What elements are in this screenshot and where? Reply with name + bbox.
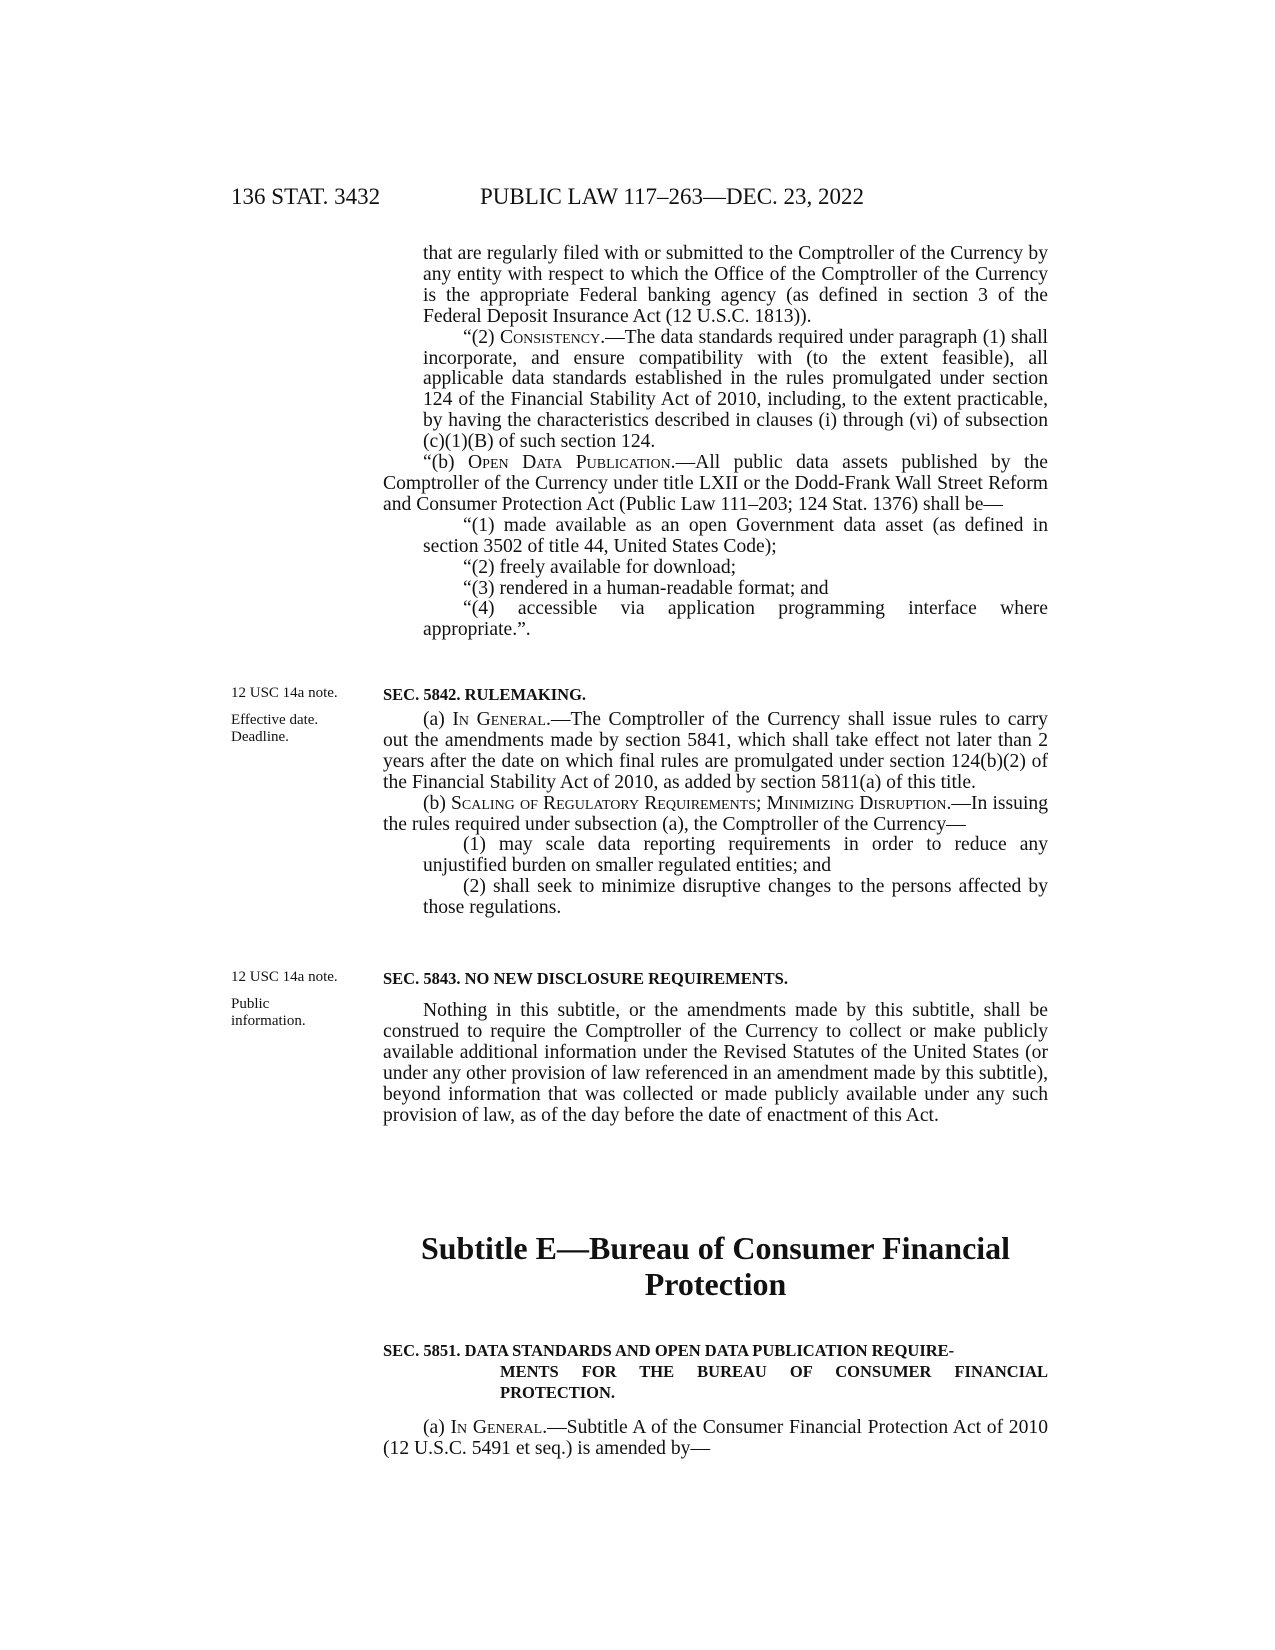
list-item: “(1) made available as an open Government data asset (as defined in section 3502 of title 44, United States Code);	[423, 514, 1048, 557]
section-5843-body	[383, 1001, 1048, 1126]
list-item: “(3) rendered in a human-readable format; and	[463, 577, 829, 599]
section-heading-5842: SEC. 5842. RULEMAKING.	[383, 685, 587, 704]
subsection-heading: In General	[452, 709, 546, 730]
running-header-title: PUBLIC LAW 117–263—DEC. 23, 2022	[480, 184, 865, 209]
list-item: (1) may scale data reporting requirements in order to reduce any unjustified burden on smaller regulated entities; and	[423, 834, 1048, 877]
section-heading-5851: SEC. 5851. DATA STANDARDS AND OPEN DATA PUBLICATION REQUIRE- MENTS FOR THE BUREAU OF CONSUMER FINANCIAL PROTECTION.	[383, 1341, 1048, 1402]
margin-note-public-information: Public information.	[231, 996, 306, 1029]
section-text: Nothing in this subtitle, or the amendments made by this subtitle, shall be construed to require the Comptroller of the Currency to collect or make publicly available additional information under the Revised Statutes of the United States (or under any other provision of law referenced in an amendment made by this subtitle), beyond information that was collected or made publicly available under any such provision of law, as of the day before the date of enactment of this Act.	[383, 1000, 1048, 1126]
paragraph-heading: Open Data Publication	[468, 452, 671, 474]
subsection-b: (b) Scaling of Regulatory Requirements; Minimizing Disruption.—In issuing the rules required under subsection (a), the Comptroller of the Currency—	[383, 792, 1048, 835]
list-item: “(2) freely available for download;	[463, 556, 737, 578]
continued-paragraph: that are regularly filed with or submitted to the Comptroller of the Currency by any entity with respect to which the Office of the Comptroller of the Currency is the appropriate Federal banking agency (as defined in section 3 of the Federal Deposit Insurance Act (12 U.S.C. 1813)).	[423, 243, 1048, 327]
paragraph-heading: Consistency	[500, 326, 601, 348]
section-5842-body	[383, 710, 1048, 919]
margin-note-effective-date: Effective date. Deadline.	[231, 712, 319, 745]
page-stat-reference: 136 STAT. 3432	[231, 184, 381, 209]
statute-body	[383, 244, 1048, 641]
margin-note-usc: 12 USC 14a note.	[231, 685, 338, 701]
section-heading-5843: SEC. 5843. NO NEW DISCLOSURE REQUIREMENTS.	[383, 969, 788, 988]
paragraph-consistency: “(2) Consistency.—The data standards required under paragraph (1) shall incorporate, and ensure compatibility with (to the extent feasible), all applicable data standards established in the rules promulgated under section 124 of the Financial Stability Act of 2010, including, to the extent practicable, by having the characteristics described in clauses (i) through (vi) of subsection (c)(1)(B) of such section 124.	[423, 326, 1048, 453]
subtitle-heading: Subtitle E—Bureau of Consumer Financial Protection	[420, 1230, 1011, 1302]
paragraph-open-data-publication: “(b) Open Data Publication.—All public data assets published by the Comptroller of the Currency under title LXII or the Dodd-Frank Wall Street Reform and Consumer Protection Act (Public Law 111–203; 124 Stat. 1376) shall be—	[383, 452, 1048, 515]
list-item: (2) shall seek to minimize disruptive changes to the persons affected by those regulations.	[423, 876, 1048, 919]
margin-note-usc: 12 USC 14a note.	[231, 969, 338, 985]
subsection-heading: In General	[450, 1417, 543, 1438]
section-5851-body	[383, 1418, 1048, 1460]
subsection-a: (a) In General.—The Comptroller of the Currency shall issue rules to carry out the amendments made by section 5841, which shall take effect not later than 2 years after the date on which final rules are promulgated under section 124(b)(2) of the Financial Stability Act of 2010, as added by section 5811(a) of this title.	[383, 709, 1048, 793]
list-item: “(4) accessible via application programming interface where appropriate.”.	[423, 598, 1048, 641]
subsection-heading: Scaling of Regulatory Requirements; Minimizing Disruption	[451, 792, 947, 814]
subsection-a: (a) In General.—Subtitle A of the Consumer Financial Protection Act of 2010 (12 U.S.C. 5491 et seq.) is amended by—	[383, 1417, 1048, 1459]
